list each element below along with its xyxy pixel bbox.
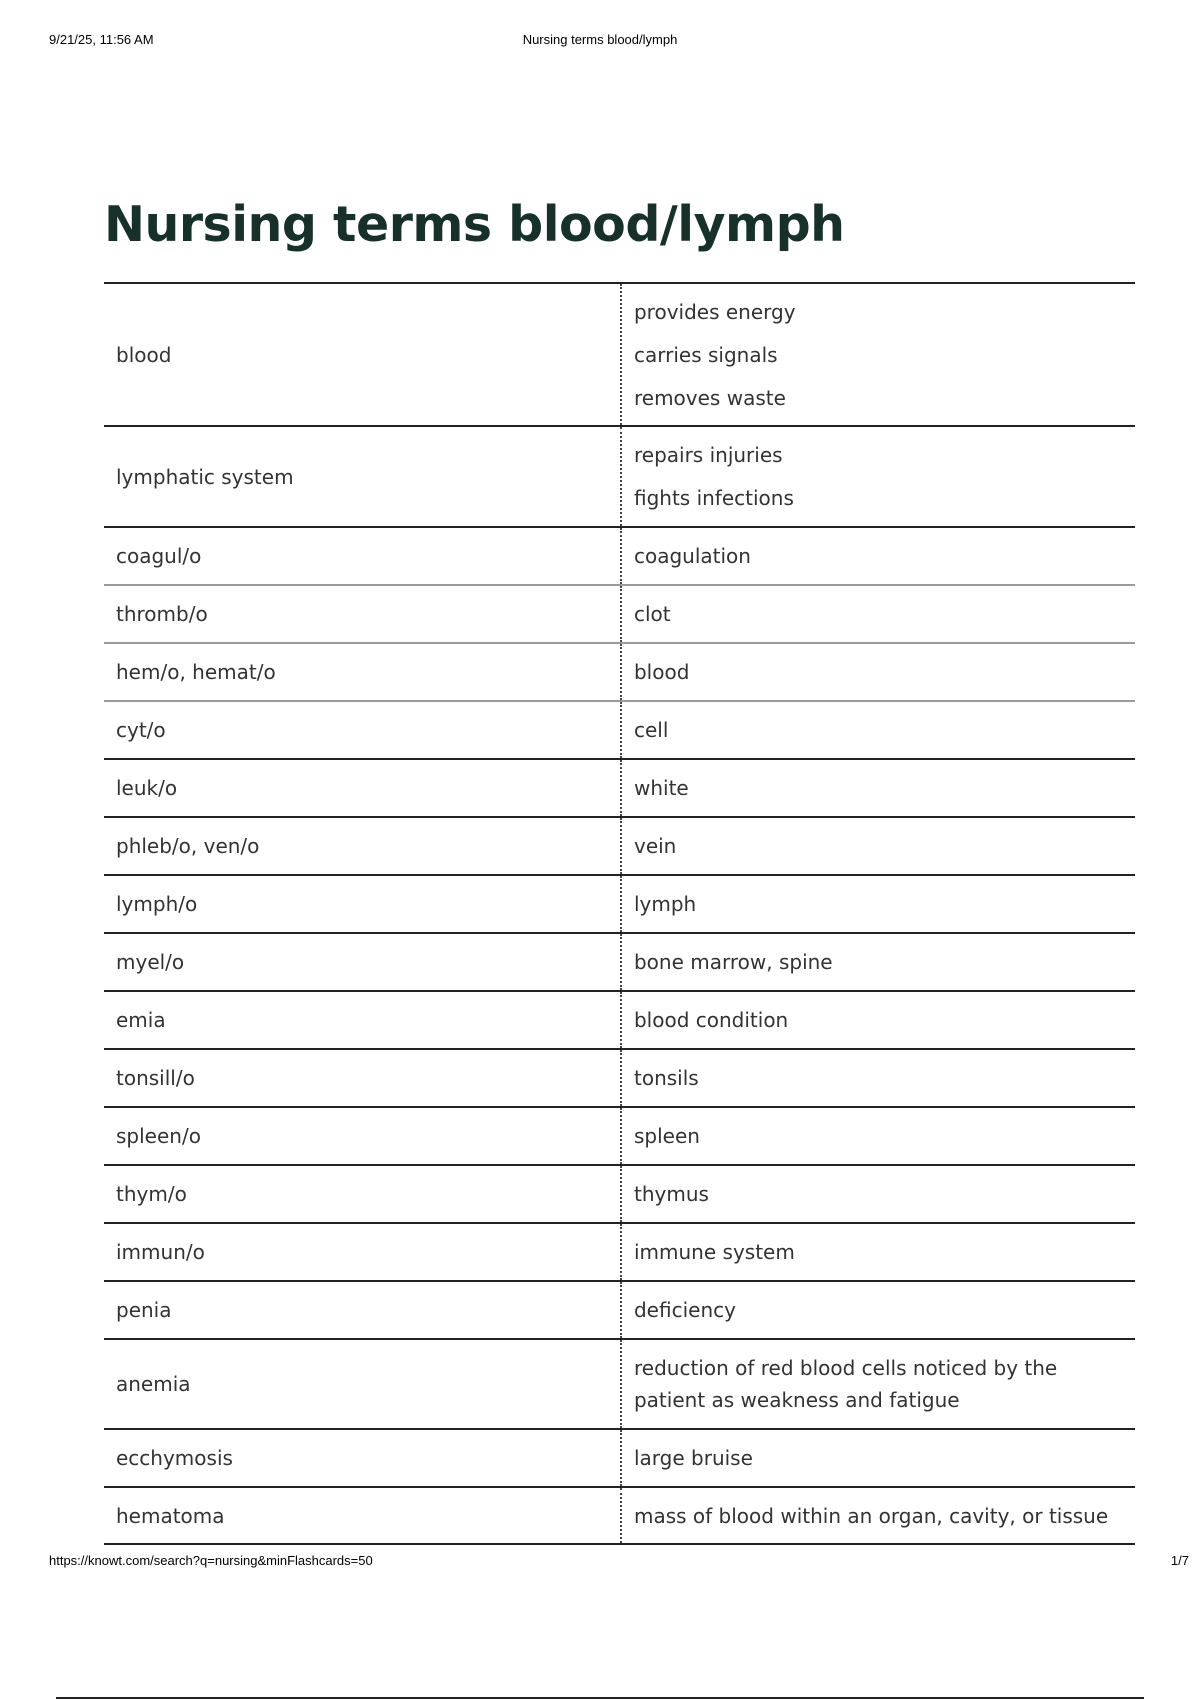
table-row [104, 1281, 1135, 1339]
term-cell: lymph/o [104, 875, 621, 933]
definition-cell: bone marrow, spine [621, 933, 1135, 991]
table-row [104, 1049, 1135, 1107]
print-footer [49, 1553, 1189, 1573]
term-cell: hematoma [104, 1487, 621, 1544]
table-row [104, 817, 1135, 875]
definition-text: reduction of red blood cells noticed by the patient as weakness and fatigue [633, 1356, 1058, 1412]
definition-cell [621, 426, 1135, 527]
table-row [104, 875, 1135, 933]
term-cell: ecchymosis [104, 1429, 621, 1487]
page-title: Nursing terms blood/lymph [104, 196, 845, 253]
definition-cell: tonsils [621, 1049, 1135, 1107]
definition-cell [621, 1339, 1135, 1429]
table-row [104, 1487, 1135, 1544]
term-cell: coagul/o [104, 527, 621, 585]
definition-line: fights infections [633, 486, 794, 510]
page-number: 1/7 [1170, 1553, 1189, 1568]
table-row [104, 933, 1135, 991]
definition-line: removes waste [633, 385, 786, 410]
definition-cell: deficiency [621, 1281, 1135, 1339]
table-row [104, 643, 1135, 701]
term-cell: emia [104, 991, 621, 1049]
table-row [104, 585, 1135, 643]
table-row [104, 283, 1135, 426]
definition-cell: spleen [621, 1107, 1135, 1165]
definition-cell: cell [621, 701, 1135, 759]
definition-cell: white [621, 759, 1135, 817]
table-row [104, 1339, 1135, 1429]
page-edge-rule [56, 1697, 1144, 1699]
print-date: 9/21/25, 11:56 AM [49, 32, 154, 47]
term-cell: lymphatic system [104, 426, 621, 527]
term-cell: spleen/o [104, 1107, 621, 1165]
term-cell: hem/o, hemat/o [104, 643, 621, 701]
table-row [104, 527, 1135, 585]
definition-line: repairs injuries [633, 443, 783, 467]
term-cell: blood [104, 283, 621, 426]
table-row [104, 1223, 1135, 1281]
table-row [104, 1429, 1135, 1487]
term-cell: tonsill/o [104, 1049, 621, 1107]
definition-cell: mass of blood within an organ, cavity, or tissue [621, 1487, 1135, 1544]
table-row [104, 1107, 1135, 1165]
definition-cell: blood condition [621, 991, 1135, 1049]
term-cell: immun/o [104, 1223, 621, 1281]
term-cell: leuk/o [104, 759, 621, 817]
definition-cell: large bruise [621, 1429, 1135, 1487]
term-cell: cyt/o [104, 701, 621, 759]
term-cell: myel/o [104, 933, 621, 991]
term-cell: anemia [104, 1339, 621, 1429]
term-cell: thym/o [104, 1165, 621, 1223]
print-doc-title: Nursing terms blood/lymph [522, 32, 678, 47]
definition-line: carries signals [633, 342, 778, 367]
term-cell: thromb/o [104, 585, 621, 643]
terms-table [104, 282, 1135, 1545]
table-row [104, 1165, 1135, 1223]
definition-cell: vein [621, 817, 1135, 875]
definition-cell: blood [621, 643, 1135, 701]
definition-cell: clot [621, 585, 1135, 643]
term-cell: phleb/o, ven/o [104, 817, 621, 875]
print-url: https://knowt.com/search?q=nursing&minFlashcards=50 [49, 1553, 373, 1568]
table-row [104, 426, 1135, 527]
table-row [104, 991, 1135, 1049]
definition-cell: thymus [621, 1165, 1135, 1223]
definition-cell [621, 283, 1135, 426]
table-row [104, 759, 1135, 817]
term-cell: penia [104, 1281, 621, 1339]
table-row [104, 701, 1135, 759]
definition-cell: lymph [621, 875, 1135, 933]
definition-cell: immune system [621, 1223, 1135, 1281]
print-header [49, 32, 1151, 52]
definition-cell: coagulation [621, 527, 1135, 585]
definition-line: provides energy [633, 299, 796, 324]
